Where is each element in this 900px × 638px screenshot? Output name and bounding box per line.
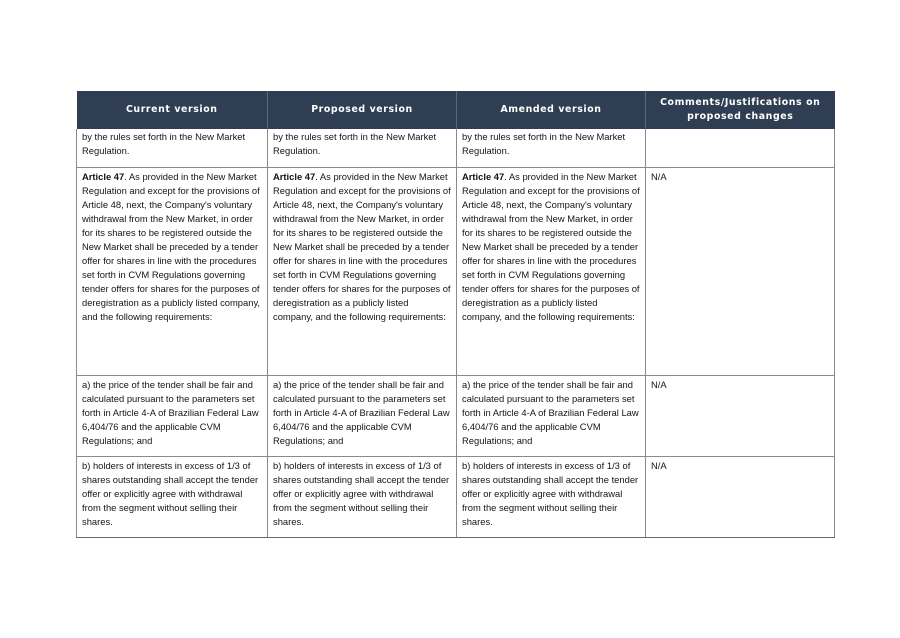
cell-amended (457, 376, 646, 457)
cell-comments (646, 129, 835, 168)
comparison-table (76, 91, 835, 538)
cell-proposed (268, 168, 457, 376)
cell-text: N/A (651, 171, 667, 182)
table-row (77, 376, 835, 457)
header-proposed-version: Proposed version (268, 91, 457, 129)
cell-proposed (268, 129, 457, 168)
cell-text: . As provided in the New Market Regulation and except for the provisions of Article 48, next, the Company's voluntary withdrawal from the New Market, in order for its shares to be registered outside the New Market shall be preceded by a tender offer for shares in line with the procedures set forth in CVM Regulations governing tender offers for shares for the purposes of deregistration as a publicly listed company, and the following requirements: (462, 171, 640, 322)
cell-proposed (268, 376, 457, 457)
cell-text: by the rules set forth in the New Market Regulation. (462, 131, 626, 156)
cell-text: by the rules set forth in the New Market Regulation. (273, 131, 437, 156)
cell-text: b) holders of interests in excess of 1/3 of shares outstanding shall accept the tender offer or explicitly agree with withdrawal from the segment without selling their shares. (82, 460, 259, 527)
cell-current (77, 168, 268, 376)
cell-text: N/A (651, 460, 667, 471)
cell-text: a) the price of the tender shall be fair and calculated pursuant to the parameters set forth in Article 4-A of Brazilian Federal Law 6,404/76 and the applicable CVM Regulations; and (82, 379, 259, 446)
header-amended-version: Amended version (457, 91, 646, 129)
cell-comments (646, 168, 835, 376)
cell-text: N/A (651, 379, 667, 390)
table-row (77, 457, 835, 538)
cell-text: . As provided in the New Market Regulation and except for the provisions of Article 48, next, the Company's voluntary withdrawal from the New Market, in order for its shares to be registered outside the New Market shall be preceded by a tender offer for shares in line with the procedures set forth in CVM Regulations governing tender offers for shares for the purposes of deregistration as a publicly listed company, and the following requirements: (82, 171, 261, 322)
article-label: Article 47 (273, 171, 316, 182)
cell-text: b) holders of interests in excess of 1/3 of shares outstanding shall accept the tender offer or explicitly agree with withdrawal from the segment without selling their shares. (273, 460, 450, 527)
header-comments: Comments/Justifications on proposed changes (646, 91, 835, 129)
cell-text: a) the price of the tender shall be fair and calculated pursuant to the parameters set forth in Article 4-A of Brazilian Federal Law 6,404/76 and the applicable CVM Regulations; and (462, 379, 639, 446)
cell-amended (457, 129, 646, 168)
cell-current (77, 129, 268, 168)
cell-current (77, 457, 268, 538)
article-label: Article 47 (462, 171, 505, 182)
table-row (77, 129, 835, 168)
cell-amended (457, 168, 646, 376)
cell-current (77, 376, 268, 457)
header-current-version: Current version (77, 91, 268, 129)
cell-comments (646, 376, 835, 457)
article-label: Article 47 (82, 171, 125, 182)
table-row (77, 168, 835, 376)
cell-comments (646, 457, 835, 538)
table-header-row (77, 91, 835, 129)
cell-text: b) holders of interests in excess of 1/3 of shares outstanding shall accept the tender offer or explicitly agree with withdrawal from the segment without selling their shares. (462, 460, 639, 527)
cell-text: . As provided in the New Market Regulation and except for the provisions of Article 48, next, the Company's voluntary withdrawal from the New Market, in order for its shares to be registered outside the New Market shall be preceded by a tender offer for shares in line with the procedures set forth in CVM Regulations governing tender offers for shares for the purposes of deregistration as a publicly listed company, and the following requirements: (273, 171, 451, 322)
cell-text: a) the price of the tender shall be fair and calculated pursuant to the parameters set forth in Article 4-A of Brazilian Federal Law 6,404/76 and the applicable CVM Regulations; and (273, 379, 450, 446)
cell-amended (457, 457, 646, 538)
cell-proposed (268, 457, 457, 538)
cell-text: by the rules set forth in the New Market Regulation. (82, 131, 246, 156)
